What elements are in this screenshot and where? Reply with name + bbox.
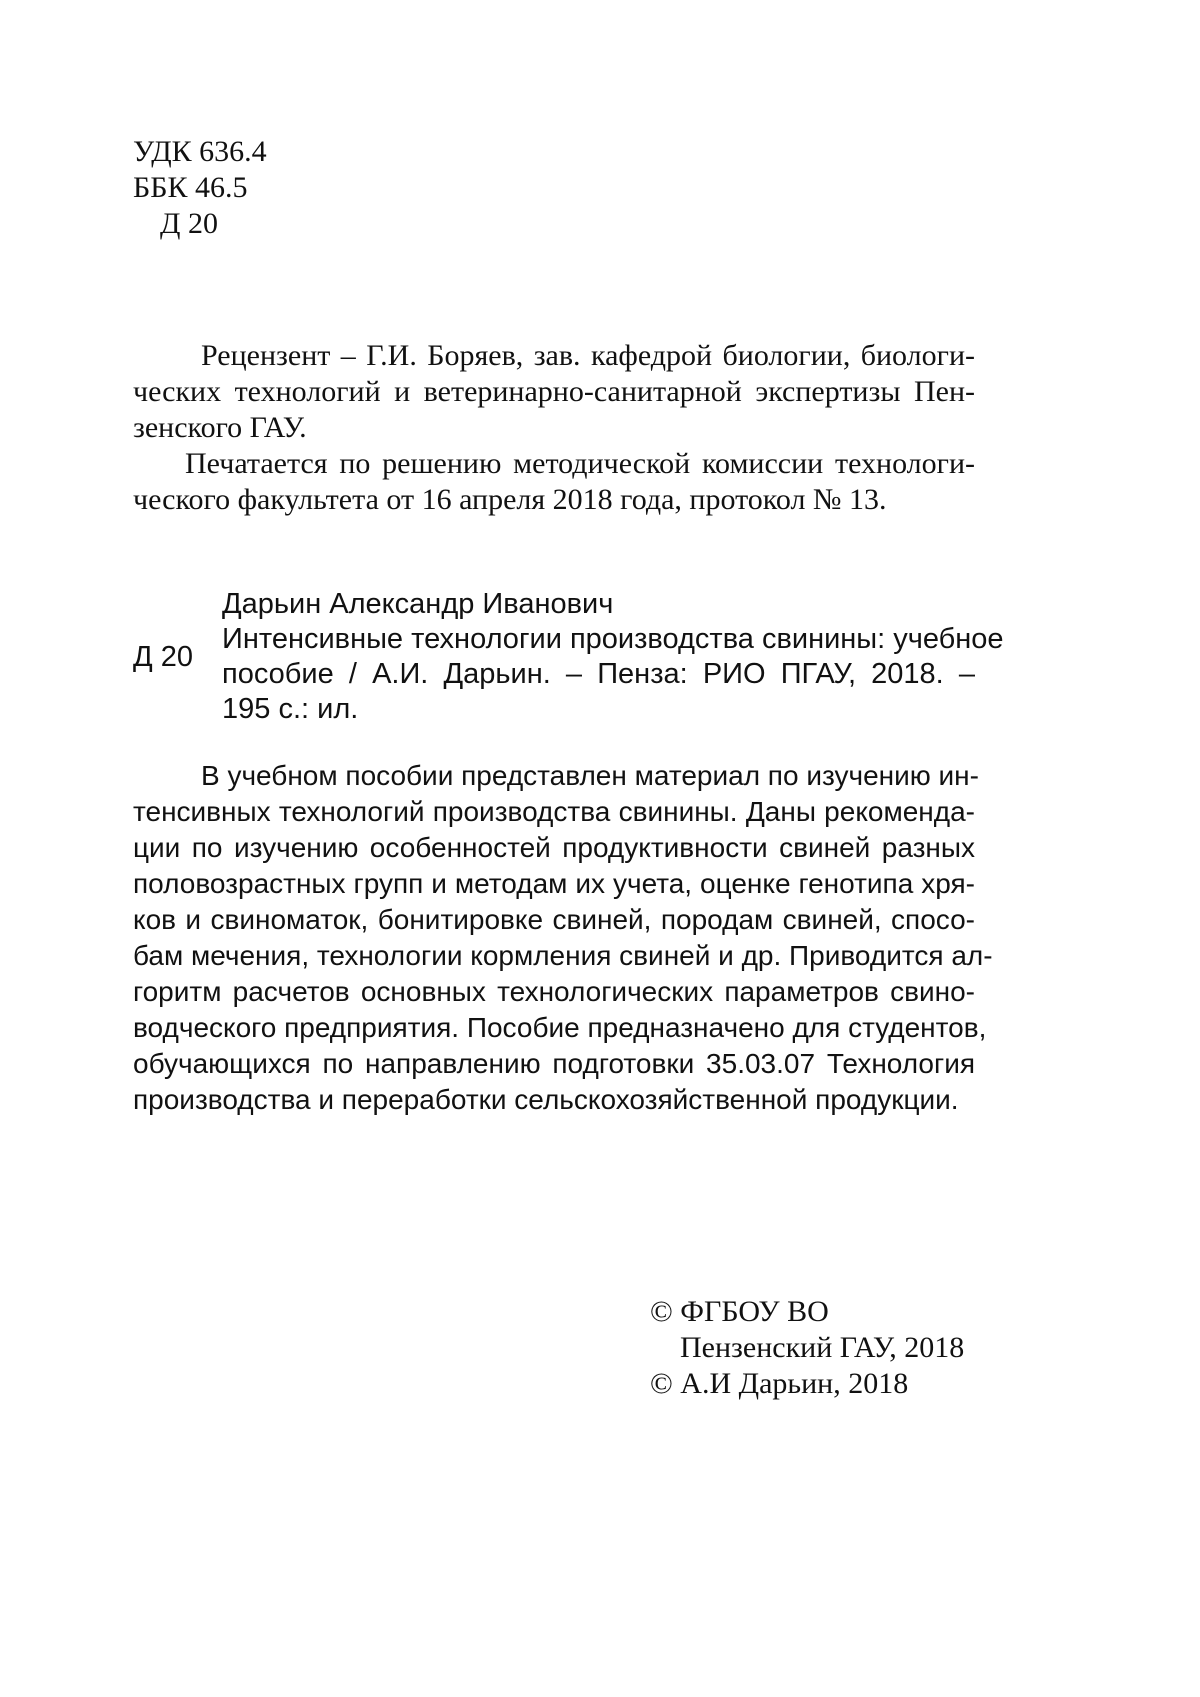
- annotation-line-2: тенсивных технологий производства свинины. Даны рекоменда-: [133, 796, 975, 827]
- reviewer-line-1: Рецензент – Г.И. Боряев, зав. кафедрой биологии, биологи-: [201, 339, 975, 372]
- reviewer-line-3: зенского ГАУ.: [133, 411, 307, 444]
- bbk-code: ББК 46.5: [133, 171, 248, 204]
- annotation-line-3: ции по изучению особенностей продуктивности свиней разных: [133, 832, 975, 863]
- catalog-line-2: пособие / А.И. Дарьин. – Пенза: РИО ПГАУ, 2018. –: [222, 658, 975, 690]
- catalog-author: Дарьин Александр Иванович: [222, 588, 614, 620]
- annotation-line-1: В учебном пособии представлен материал по изучению ин-: [201, 760, 979, 791]
- annotation-line-10: производства и переработки сельскохозяйственной продукции.: [133, 1084, 959, 1115]
- author-mark: Д 20: [160, 207, 218, 240]
- catalog-line-3: 195 с.: ил.: [222, 693, 359, 725]
- annotation-line-8: водческого предприятия. Пособие предназначено для студентов,: [133, 1012, 987, 1043]
- annotation-line-6: бам мечения, технологии кормления свиней и др. Приводится ал-: [133, 940, 993, 971]
- annotation-line-5: ков и свиноматок, бонитировке свиней, породам свиней, спосо-: [133, 904, 975, 935]
- approval-line-1: Печатается по решению методической комиссии технологи-: [185, 447, 975, 480]
- copyright-publisher-name: Пензенский ГАУ, 2018: [680, 1331, 965, 1364]
- copyright-publisher: © ФГБОУ ВО: [650, 1295, 829, 1328]
- annotation-line-7: горитм расчетов основных технологических параметров свино-: [133, 976, 975, 1007]
- approval-line-2: ческого факультета от 16 апреля 2018 года, протокол № 13.: [133, 483, 887, 516]
- udk-code: УДК 636.4: [133, 135, 267, 168]
- catalog-author-mark: Д 20: [133, 641, 193, 673]
- annotation-line-9: обучающихся по направлению подготовки 35.03.07 Технология: [133, 1048, 975, 1079]
- catalog-line-1: Интенсивные технологии производства свинины: учебное: [222, 623, 1004, 655]
- annotation-line-4: половозрастных групп и методам их учета, оценке генотипа хря-: [133, 868, 975, 899]
- reviewer-line-2: ческих технологий и ветеринарно-санитарной экспертизы Пен-: [133, 375, 975, 408]
- copyright-author: © А.И Дарьин, 2018: [650, 1367, 909, 1400]
